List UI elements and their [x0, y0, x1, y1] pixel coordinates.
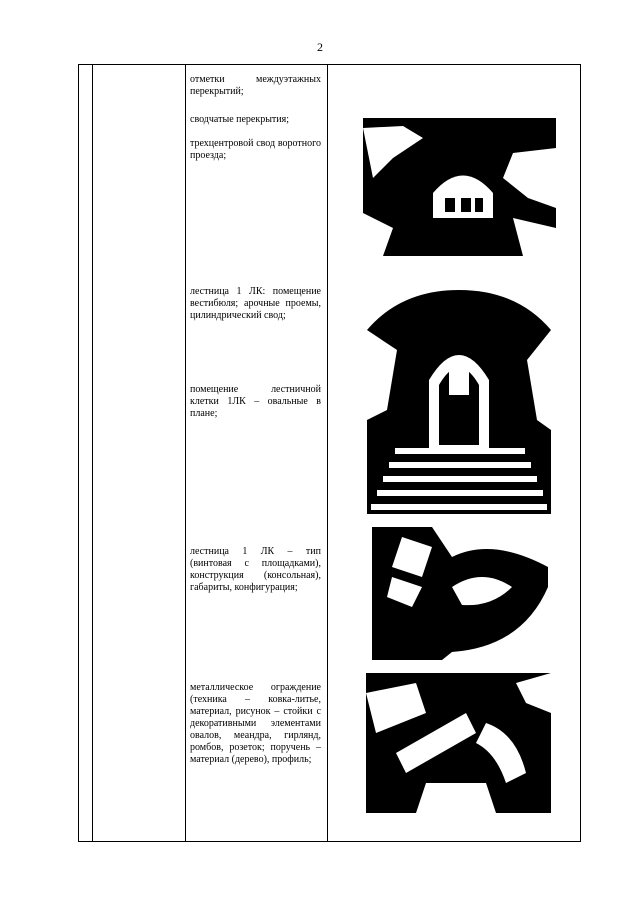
photo-vestibule: [367, 270, 551, 514]
photo-metal-railing: [366, 673, 551, 813]
column-divider-1: [92, 64, 93, 842]
row-text-floor-marks: отметки междуэтажных перекрытий;: [190, 74, 321, 97]
row-text-vestibule: лестница 1 ЛК: помещение вестибюля; арочные проемы, цилиндрический свод;: [190, 286, 321, 321]
row-text-stairwell: помещение лестничной клетки 1ЛК – овальные в плане;: [190, 384, 321, 419]
row-text-metal-railing: металлическое ограждение (техника – ковка-литье, материал, рисунок – стойки с декоративными элементами овалов, меандра, гирлянд, ромбов, розеток; поручень – материал (дерево), профиль;: [190, 682, 321, 765]
page-number: 2: [317, 40, 323, 54]
row-text-staircase-type: лестница 1 ЛК – тип (винтовая с площадками), конструкция (консольная), габариты, конфигурация;: [190, 546, 321, 593]
row-text-gateway-vault: трехцентровой свод воротного проезда;: [190, 138, 321, 161]
row-text-vaulted-ceilings: сводчатые перекрытия;: [190, 114, 290, 125]
column-divider-2: [185, 64, 186, 842]
photo-spiral-staircase: [372, 527, 548, 660]
photo-gateway-vault: [363, 118, 556, 256]
column-divider-3: [327, 64, 328, 842]
